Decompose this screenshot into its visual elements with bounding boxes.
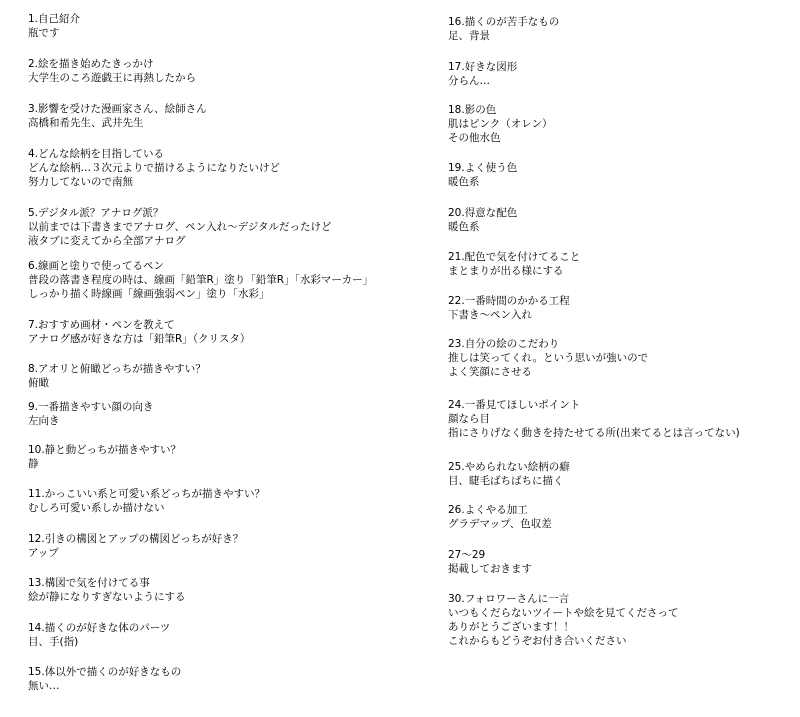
question-text: 11.かっこいい系と可愛い系どっちが描きやすい？	[28, 488, 265, 500]
answer-text: 肌はピンク（オレン）	[448, 118, 553, 130]
answer-text: むしろ可愛い系しか描けない	[28, 502, 165, 514]
question-text: 6.線画と塗りで使ってるペン	[28, 260, 165, 272]
answer-text: 俯瞰	[28, 377, 49, 389]
answer-text: 足、背景	[448, 30, 490, 42]
answer-text: アップ	[28, 547, 59, 559]
question-text: 18.影の色	[448, 104, 497, 116]
question-text: 9.一番描きやすい顔の向き	[28, 401, 154, 413]
answer-text: 努力してないので南無	[28, 176, 133, 188]
answer-text: 無い…	[28, 680, 60, 692]
qa-item	[448, 206, 517, 234]
qa-item	[448, 60, 517, 88]
question-text: 7.おすすめ画材・ペンを教えて	[28, 319, 175, 331]
qa-item	[448, 548, 532, 576]
qa-item	[28, 665, 181, 693]
answer-text: 暖色系	[448, 221, 480, 233]
answer-text: しっかり描く時線画「線画強弱ペン」塗り「水彩」	[28, 288, 270, 300]
answer-text: 指にさりげなく動きを持たせてる所(出来てるとは言ってない)	[448, 427, 740, 439]
qa-item	[28, 206, 331, 248]
qa-item	[28, 147, 280, 189]
question-text: 12.引きの構図とアップの構図どっちが好き？	[28, 533, 244, 545]
answer-text: 顔なら目	[448, 413, 490, 425]
answer-text: 左向き	[28, 415, 60, 427]
question-text: 24.一番見てほしいポイント	[448, 399, 581, 411]
qa-item	[28, 318, 250, 346]
qa-item	[448, 103, 553, 145]
answer-text: これからもどうぞお付き合いください	[448, 635, 627, 647]
question-text: 17.好きな図形	[448, 61, 518, 73]
question-text: 19.よく使う色	[448, 162, 518, 174]
qa-item	[28, 576, 186, 604]
answer-text: 暖色系	[448, 176, 480, 188]
answer-text: 掲載しておきます	[448, 563, 532, 575]
answer-text: 目、手(指)	[28, 636, 79, 648]
qa-item	[448, 15, 559, 43]
question-text: 21.配色で気を付けてること	[448, 251, 581, 263]
question-text: 26.よくやる加工	[448, 504, 528, 516]
answer-text: アナログ感が好きな方は「鉛筆R」（クリスタ）	[28, 333, 251, 345]
answer-text: ありがとうございます！！	[448, 621, 574, 633]
question-text: 14.描くのが好きな体のパーツ	[28, 622, 171, 634]
answer-text: 絵が静になりすぎないようにする	[28, 591, 186, 603]
question-text: 3.影響を受けた漫画家さん、絵師さん	[28, 103, 207, 115]
answer-text: 以前までは下書きまでアナログ、ペン入れ〜デジタルだったけど	[28, 221, 332, 233]
qa-item	[28, 487, 265, 515]
answer-text: 下書き〜ペン入れ	[448, 309, 532, 321]
qa-item	[448, 460, 570, 488]
qa-item	[448, 592, 678, 648]
qa-item	[448, 294, 570, 322]
answer-text: どんな絵柄…３次元よりで描けるようになりたいけど	[28, 162, 280, 174]
qa-item	[28, 621, 170, 649]
qa-item	[448, 337, 648, 379]
answer-text: その他水色	[448, 132, 501, 144]
question-text: 2.絵を描き始めたきっかけ	[28, 58, 154, 70]
qa-item	[28, 362, 206, 390]
question-text: 8.アオリと俯瞰どっちが描きやすい？	[28, 363, 206, 375]
qa-item	[448, 250, 580, 278]
question-text: 30.フォロワーさんに一言	[448, 593, 570, 605]
qa-item	[28, 443, 181, 471]
qa-item	[448, 503, 552, 531]
question-text: 13.構図で気を付けてる事	[28, 577, 150, 589]
question-text: 25.やめられない絵柄の癖	[448, 461, 570, 473]
question-text: 27〜29	[448, 549, 486, 561]
qa-item	[28, 400, 154, 428]
qa-item	[448, 161, 517, 189]
answer-text: いつもくだらないツイートや絵を見てくださって	[448, 607, 679, 619]
qa-item	[28, 259, 373, 301]
qa-item	[28, 532, 243, 560]
answer-text: 推しは笑ってくれ。という思いが強いので	[448, 352, 649, 364]
answer-text: 目、睫毛ばちばちに描く	[448, 475, 564, 487]
qa-item	[28, 102, 207, 130]
answer-text: 瓶です	[28, 27, 60, 39]
answer-text: 高橋和希先生、武井先生	[28, 117, 144, 129]
answer-text: 大学生のころ遊戯王に再熱したから	[28, 72, 196, 84]
question-text: 10.静と動どっちが描きやすい？	[28, 444, 181, 456]
question-text: 4.どんな絵柄を目指している	[28, 148, 165, 160]
qa-item	[448, 398, 740, 440]
qa-item	[28, 57, 196, 85]
question-text: 22.一番時間のかかる工程	[448, 295, 570, 307]
answer-text: 分らん…	[448, 75, 490, 87]
answer-text: よく笑顔にさせる	[448, 366, 532, 378]
answer-text: グラデマップ、色収差	[448, 518, 552, 530]
answer-text: まとまりが出る様にする	[448, 265, 564, 277]
qa-item	[28, 12, 80, 40]
question-text: 16.描くのが苦手なもの	[448, 16, 560, 28]
answer-text: 普段の落書き程度の時は、線画「鉛筆R」塗り「鉛筆R」「水彩マーカー」	[28, 274, 374, 286]
question-text: 5.デジタル派？アナログ派？	[28, 207, 164, 219]
question-text: 15.体以外で描くのが好きなもの	[28, 666, 182, 678]
question-text: 1.自己紹介	[28, 13, 81, 25]
answer-text: 静	[28, 458, 39, 470]
question-text: 23.自分の絵のこだわり	[448, 338, 560, 350]
question-text: 20.得意な配色	[448, 207, 518, 219]
answer-text: 液タブに変えてから全部アナログ	[28, 235, 186, 247]
